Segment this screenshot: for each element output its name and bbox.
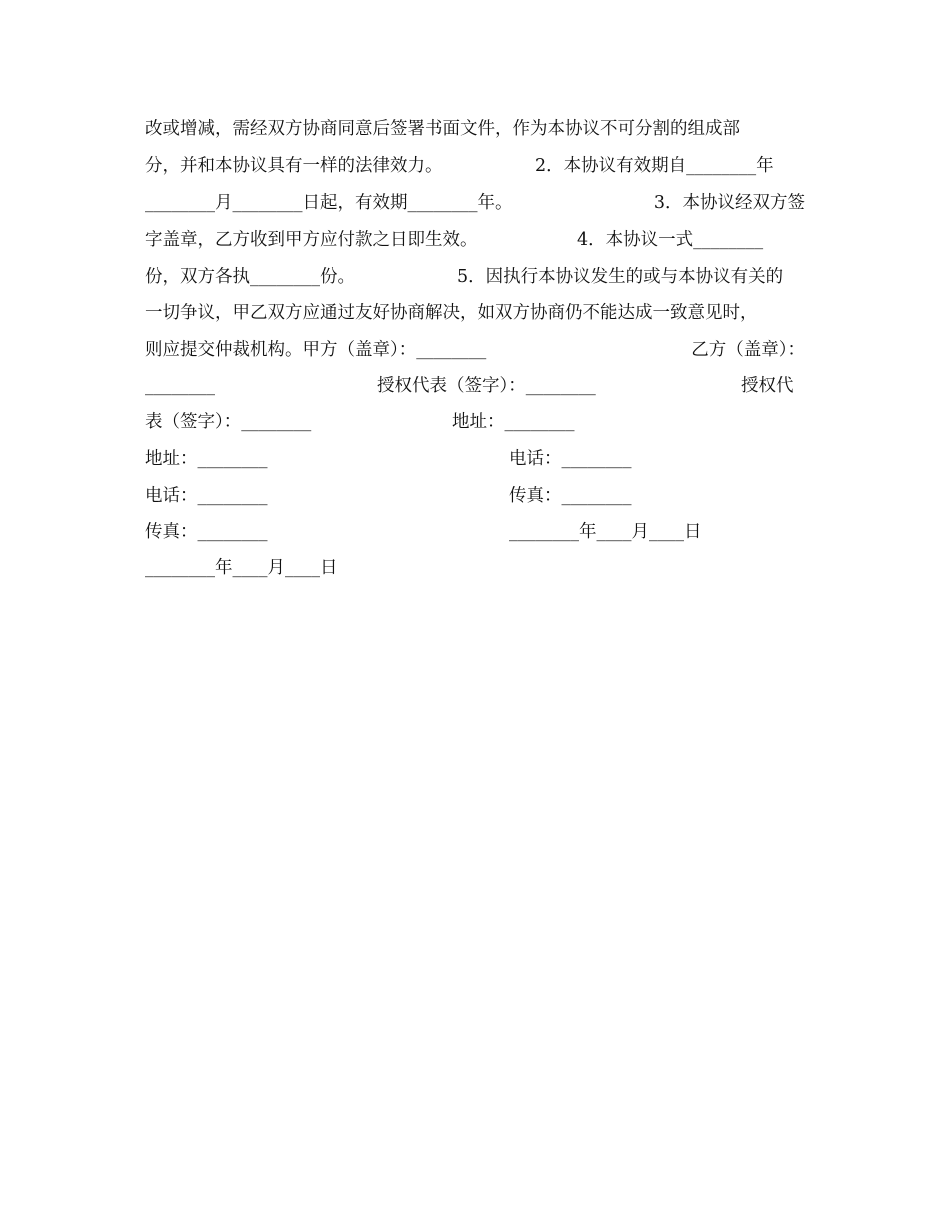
party-a-representative: 授权代表（签字）：________ (377, 376, 596, 396)
clause-line-7 (145, 338, 805, 362)
clause-line-4 (145, 228, 805, 252)
signature-left-field: 地址：________ (145, 449, 268, 469)
signature-right-field: 传真：________ (509, 486, 632, 506)
signature-left-field: 传真：________ (145, 522, 268, 542)
clause-4-start: 4．本协议一式________ (577, 230, 764, 250)
party-a-seal: 则应提交仲裁机构。甲方（盖章）：________ (145, 340, 487, 360)
validity-period: ________月________日起，有效期________年。 (145, 193, 513, 213)
final-date: ________年____月____日 (145, 558, 338, 578)
clause-2-validity: 2．本协议有效期自________年 (535, 156, 774, 176)
party-a-address: 地址：________ (452, 412, 575, 432)
party-b-seal-blank: ________ (145, 376, 215, 396)
party-b-seal: 乙方（盖章）： (691, 340, 805, 360)
copies-text: 份，双方各执________份。 (145, 267, 355, 287)
clause-line-2 (145, 154, 805, 178)
party-b-representative-start: 授权代 (741, 376, 794, 396)
clause-3-start: 3．本协议经双方签 (653, 193, 805, 213)
signature-date: ________年____月____日 (509, 522, 702, 542)
clause-text: 字盖章，乙方收到甲方应付款之日即生效。 (145, 230, 478, 250)
signature-row (145, 520, 805, 544)
clause-line-1 (145, 117, 805, 141)
party-b-representative: 表（签字）：________ (145, 412, 312, 432)
clause-5-start: 5．因执行本协议发生的或与本协议有关的 (457, 267, 784, 287)
clause-text: 改或增减，需经双方协商同意后签署书面文件，作为本协议不可分割的组成部 (145, 119, 740, 139)
signature-row (145, 484, 805, 508)
clause-text: 一切争议，甲乙双方应通过友好协商解决，如双方协商仍不能达成一致意见时， (145, 303, 758, 323)
clause-line-6 (145, 301, 805, 325)
clause-line-5 (145, 265, 805, 289)
clause-text: 分，并和本协议具有一样的法律效力。 (145, 156, 443, 176)
signature-left-field: 电话：________ (145, 486, 268, 506)
final-date-row (145, 556, 805, 580)
signature-row (145, 447, 805, 471)
clause-line-9 (145, 410, 805, 434)
signature-right-field: 电话：________ (509, 449, 632, 469)
clause-line-8 (145, 374, 805, 398)
clause-line-3 (145, 191, 805, 215)
